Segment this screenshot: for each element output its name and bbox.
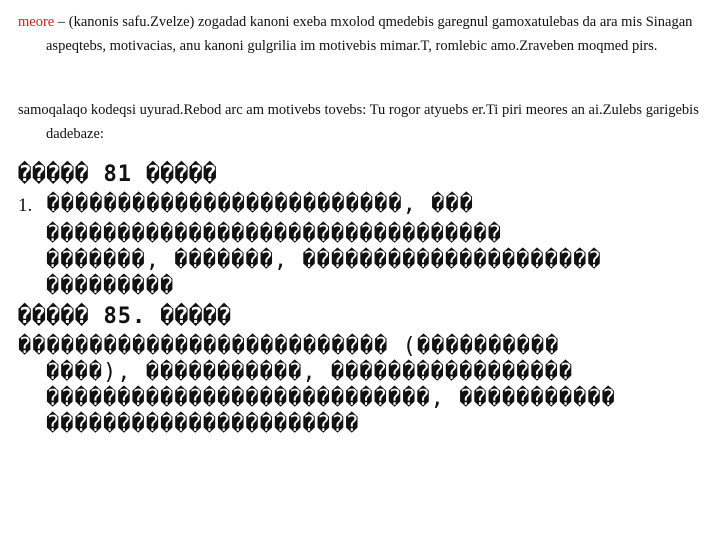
article-85-line-4: ���������������������� <box>46 412 360 437</box>
clause-number: 1. <box>18 195 33 216</box>
paragraph-civil-code <box>18 98 720 146</box>
keyword-meore: meore <box>18 14 55 30</box>
paragraph-intro <box>18 10 720 58</box>
article-85-line-1: �������������������������� (���������� <box>18 334 560 359</box>
clause-1-line-2: �������������������������������� <box>46 222 502 247</box>
clause-1-line-3: �������, �������, ��������������������� <box>46 248 602 273</box>
clause-1-line-4: ��������� <box>46 274 175 299</box>
paragraph-intro-text: – (kanonis safu.Zvelze) zogadad kanoni exeba mxolod qmedebis garegnul gamoxatulebas da ara mis Sinagan aspeqtebs, motivacias, anu kanoni gulgrilia im motivebis mimar.T, romlebic amo.Zraveben moqmed pirs. <box>46 14 693 54</box>
clause-1-line: 1. �������������������������, ��� <box>18 192 474 217</box>
article-85-heading: ����� 85. ����� <box>18 304 232 329</box>
article-85-line-2: ����), �����������, ����������������� <box>46 360 574 385</box>
article-81-heading: ����� 81 ����� <box>18 162 218 187</box>
paragraph-civil-code-text: samoqalaqo kodeqsi uyurad.Rebod arc am motivebs tovebs: Tu rogor atyuebs er.Ti piri meores an ai.Zulebs garigebis dadebaze: <box>18 102 699 142</box>
article-85-line-3: ���������������������������, ����������� <box>46 386 616 411</box>
